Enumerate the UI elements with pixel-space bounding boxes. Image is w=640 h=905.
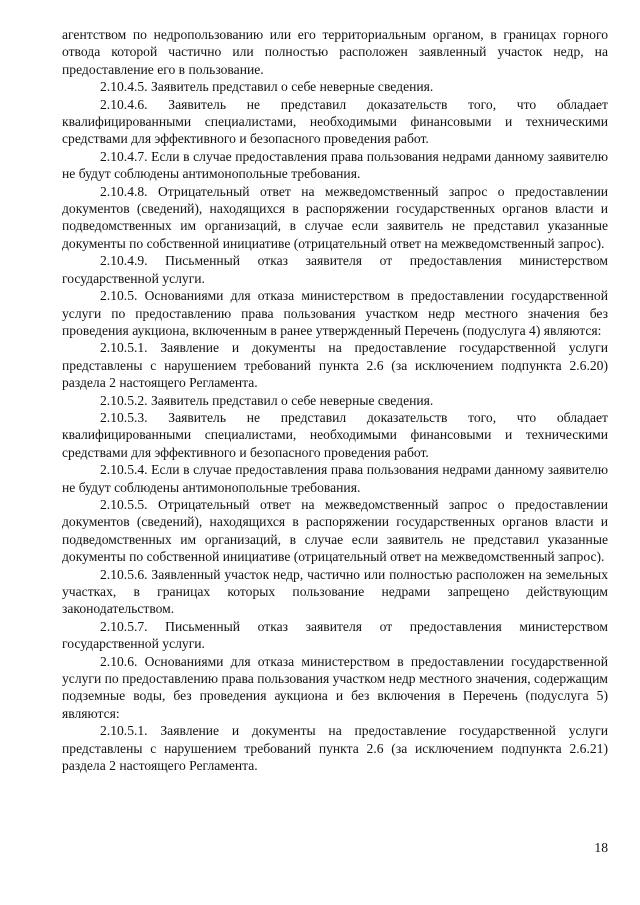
paragraph-2-10-4-8: 2.10.4.8. Отрицательный ответ на межведомственный запрос о предоставлении документов (сведений), находящихся в распоряжении государственных органов власти и подведомственных им организаций, в случае если заявитель не представил указанные документы по собственной инициативе (отрицательный ответ на межведомственный запрос). — [62, 183, 608, 251]
paragraph-2-10-5-4: 2.10.5.4. Если в случае предоставления права пользования недрами данному заявителю не будут соблюдены антимонопольные требования. — [62, 462, 608, 495]
paragraph-2-10-4-6: 2.10.4.6. Заявитель не представил доказательств того, что обладает квалифицированными специалистами, необходимыми финансовыми и техническими средствами для эффективного и безопасного проведения работ. — [62, 96, 608, 147]
paragraph-2-10-5-2: 2.10.5.2. Заявитель представил о себе неверные сведения. — [100, 392, 434, 408]
paragraph-2-10-5-1: 2.10.5.1. Заявление и документы на предоставление государственной услуги представлены с нарушением требований пункта 2.6 (за исключением подпункта 2.6.20) раздела 2 настоящего Регламента. — [62, 340, 608, 391]
paragraph-2-10-4-5: 2.10.4.5. Заявитель представил о себе неверные сведения. — [100, 79, 434, 95]
page-number: 18 — [594, 840, 608, 855]
paragraph-2-10-5-7: 2.10.5.7. Письменный отказ заявителя от предоставления министерством государственной услуги. — [62, 618, 608, 652]
document-page — [62, 26, 608, 774]
paragraph-intro: агентством по недропользованию или его территориальным органом, в границах горного отвода которой частично или полностью расположен заявленный участок недр, на предоставление его в пользование. — [62, 27, 608, 77]
paragraph-2-10-6-1: 2.10.5.1. Заявление и документы на предоставление государственной услуги представлены с нарушением требований пункта 2.6 (за исключением подпункта 2.6.21) раздела 2 настоящего Регламента. — [62, 723, 608, 774]
paragraph-2-10-5-3: 2.10.5.3. Заявитель не представил доказательств того, что обладает квалифицированными специалистами, необходимыми финансовыми и техническими средствами для эффективного и безопасного проведения работ. — [62, 409, 608, 460]
paragraph-2-10-5: 2.10.5. Основаниями для отказа министерством в предоставлении государственной услуги по предоставлению права пользования участком недр местного значения без проведения аукциона, включенным в ранее утвержденный Перечень (подуслуга 4) являются: — [62, 288, 608, 338]
paragraph-2-10-5-6: 2.10.5.6. Заявленный участок недр, частично или полностью расположен на земельных участках, в границах которых пользование недрами запрещено действующим законодательством. — [62, 566, 608, 617]
paragraph-2-10-4-7: 2.10.4.7. Если в случае предоставления права пользования недрами данному заявителю не будут соблюдены антимонопольные требования. — [62, 148, 608, 182]
paragraph-2-10-5-5: 2.10.5.5. Отрицательный ответ на межведомственный запрос о предоставлении документов (сведений), находящихся в распоряжении государственных органов власти и подведомственных им организаций, в случае если заявитель не представил указанные документы по собственной инициативе (отрицательный ответ на межведомственный запрос). — [62, 496, 608, 565]
paragraph-2-10-4-9: 2.10.4.9. Письменный отказ заявителя от предоставления министерством государственной услуги. — [62, 253, 608, 286]
paragraph-2-10-6: 2.10.6. Основаниями для отказа министерством в предоставлении государственной услуги по предоставлению права пользования участком недр местного значения, содержащим подземные воды, без проведения аукциона и без включения в Перечень (подуслуга 5) являются: — [62, 653, 608, 721]
